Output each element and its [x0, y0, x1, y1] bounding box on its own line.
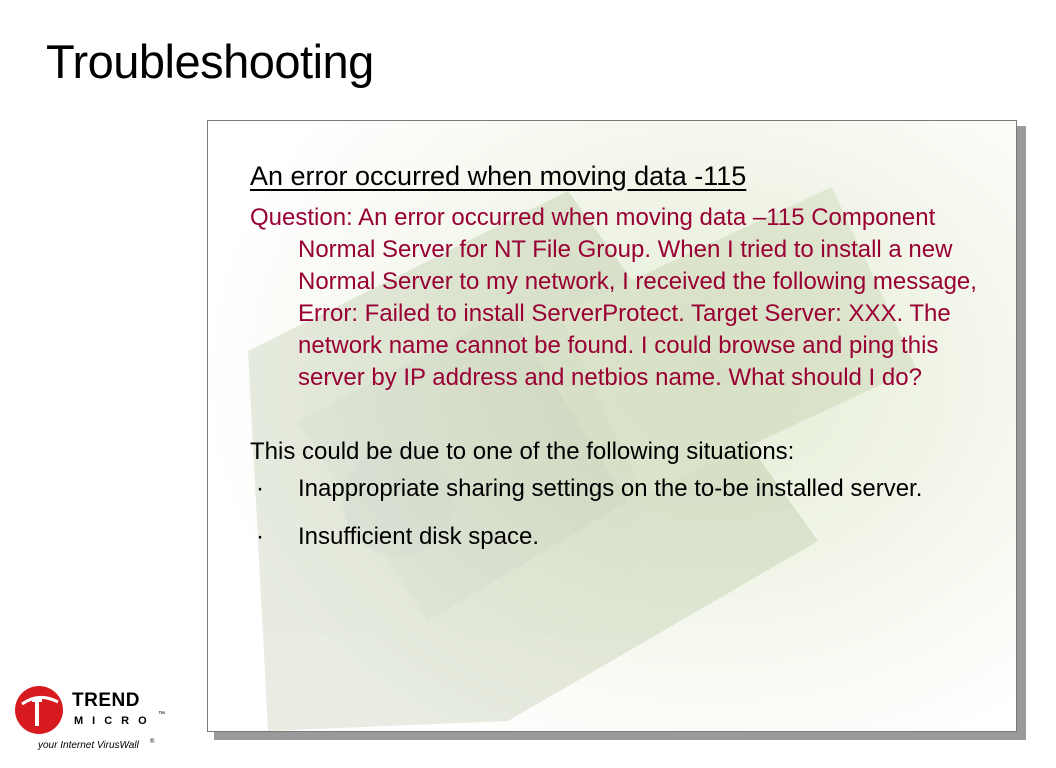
list-item-text: Insufficient disk space. [298, 522, 540, 550]
logo-word-micro: MICRO [74, 715, 156, 727]
answer-intro: This could be due to one of the following situations: [250, 437, 795, 465]
question-text: Question: An error occurred when moving data –115 Component Normal Server for NT File Group. When I tried to install a new Normal Server to my network, I received the following message, Error: Failed to install ServerProtect. Target Server: XXX. The network name cannot be found. I could browse and ping this server by IP address and netbios name. What should I do? [250, 204, 977, 391]
list-item [250, 521, 1000, 552]
list-item [250, 473, 1000, 504]
error-heading: An error occurred when moving data -115 [250, 161, 747, 191]
logo-word-trend: TREND [72, 690, 140, 711]
slide-title: Troubleshooting [46, 35, 374, 88]
logo-tagline: your Internet VirusWall [38, 740, 139, 751]
list-item-text: Inappropriate sharing settings on the to-be installed server. [298, 475, 923, 503]
panel-content [250, 159, 1000, 568]
bullet-dot-icon: · [256, 475, 264, 503]
content-panel [207, 120, 1017, 732]
trend-micro-logo [12, 682, 182, 754]
bullet-dot-icon: · [256, 522, 264, 550]
logo-registered: ® [150, 739, 155, 745]
logo-trademark: ™ [158, 711, 165, 718]
situation-list [250, 473, 1000, 551]
